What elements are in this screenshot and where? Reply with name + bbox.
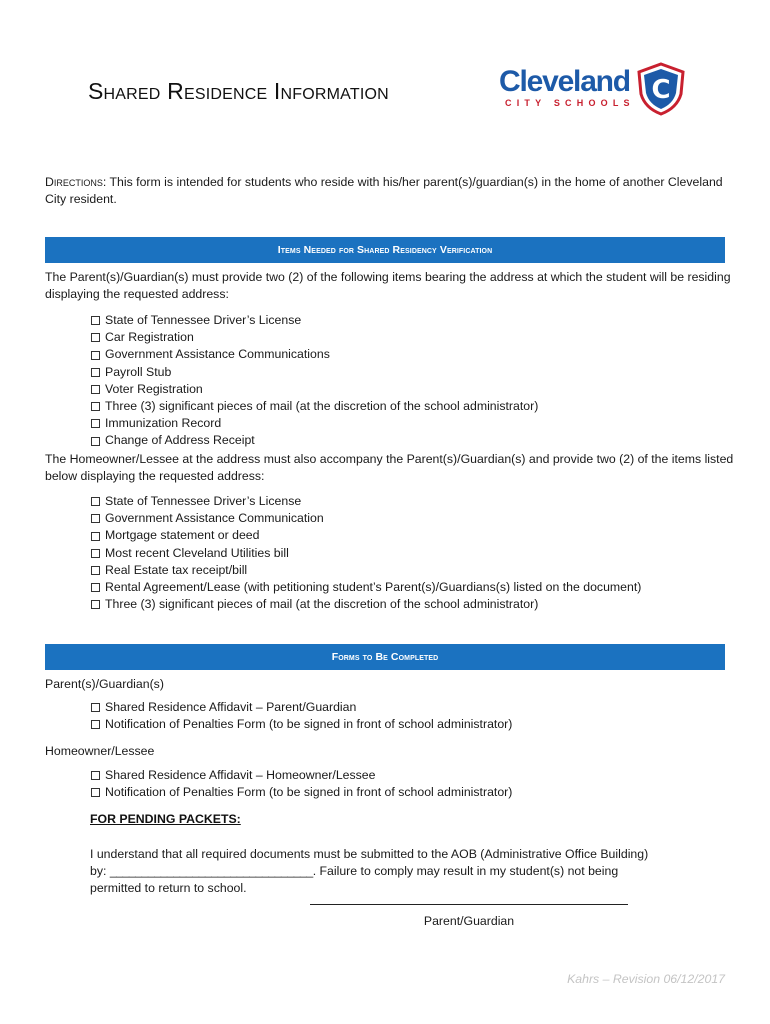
checklist-item-label: Three (3) significant pieces of mail (at the discretion of the school administrator) <box>105 597 539 612</box>
checklist-item-label: Car Registration <box>105 330 194 345</box>
checkbox-icon[interactable] <box>91 788 100 797</box>
section-header-items-needed: Items Needed for Shared Residency Verification <box>45 237 725 263</box>
checkbox-icon[interactable] <box>91 514 100 523</box>
checklist-item <box>90 432 538 449</box>
checkbox-icon[interactable] <box>91 385 100 394</box>
checkbox-icon[interactable] <box>91 720 100 729</box>
checklist-item <box>90 346 538 363</box>
logo-wordmark: Cleveland <box>499 65 630 98</box>
checklist-item-label: Notification of Penalties Form (to be signed in front of school administrator) <box>105 717 513 732</box>
checkbox-icon[interactable] <box>91 497 100 506</box>
checklist-item-label: Rental Agreement/Lease (with petitioning student’s Parent(s)/Guardians(s) listed on the document) <box>105 580 642 595</box>
checkbox-icon[interactable] <box>91 437 100 446</box>
cleveland-city-schools-logo <box>497 62 687 118</box>
homeowner-items-checklist <box>90 493 641 613</box>
checkbox-icon[interactable] <box>91 583 100 592</box>
checklist-item <box>90 596 641 613</box>
parent-forms-checklist <box>90 699 512 733</box>
directions-label: Directions: <box>45 175 107 189</box>
form-checklist-item <box>90 767 512 784</box>
homeowner-requirements-intro: The Homeowner/Lessee at the address must also accompany the Parent(s)/Guardian(s) and provide two (2) of the items listed below displaying the requested address: <box>45 452 734 483</box>
section-header-forms: Forms to Be Completed <box>45 644 725 670</box>
checkbox-icon[interactable] <box>91 368 100 377</box>
checklist-item <box>90 329 538 346</box>
checklist-item <box>90 381 538 398</box>
checkbox-icon[interactable] <box>91 419 100 428</box>
checklist-item-label: Immunization Record <box>105 416 222 431</box>
checklist-item <box>90 415 538 432</box>
shield-logo-icon <box>635 62 687 116</box>
checklist-item-label: Mortgage statement or deed <box>105 528 260 543</box>
page-title: Shared Residence Information <box>88 78 389 104</box>
signature-line[interactable] <box>310 904 628 905</box>
checklist-item <box>90 545 641 562</box>
revision-footer: Kahrs – Revision 06/12/2017 <box>567 972 725 986</box>
checklist-item <box>90 579 641 596</box>
checklist-item-label: State of Tennessee Driver’s License <box>105 313 302 327</box>
parent-forms-label: Parent(s)/Guardian(s) <box>45 677 164 691</box>
form-checklist-item <box>90 784 512 801</box>
checklist-item-label: Change of Address Receipt <box>105 433 255 448</box>
pending-by-label: by: <box>90 864 110 878</box>
checkbox-icon[interactable] <box>91 316 100 325</box>
form-checklist-item <box>90 699 512 716</box>
parent-requirements-intro: The Parent(s)/Guardian(s) must provide two (2) of the following items bearing the address at which the student will be residing displaying the requested address: <box>45 270 731 301</box>
pending-statement <box>90 846 730 897</box>
checkbox-icon[interactable] <box>91 549 100 558</box>
checkbox-icon[interactable] <box>91 532 100 541</box>
checklist-item-label: Three (3) significant pieces of mail (at the discretion of the school administrator) <box>105 399 539 414</box>
homeowner-forms-checklist <box>90 767 512 801</box>
checklist-item-label: Government Assistance Communications <box>105 347 330 362</box>
checkbox-icon[interactable] <box>91 600 100 609</box>
checklist-item-label: Voter Registration <box>105 381 203 396</box>
checkbox-icon[interactable] <box>91 333 100 342</box>
checklist-item <box>90 493 641 510</box>
checklist-item <box>90 312 538 329</box>
directions-text: This form is intended for students who reside with his/her parent(s)/guardian(s) in the home of another Cleveland City resident. <box>45 175 723 206</box>
logo-subtitle: CITY SCHOOLS <box>505 98 635 108</box>
checkbox-icon[interactable] <box>91 402 100 411</box>
parent-items-checklist <box>90 312 538 450</box>
due-date-blank-field[interactable]: ________________________________ <box>109 864 313 878</box>
pending-packets-heading: FOR PENDING PACKETS: <box>90 812 241 826</box>
checklist-item <box>90 527 641 544</box>
signature-label: Parent/Guardian <box>423 914 515 928</box>
checklist-item-label: Shared Residence Affidavit – Parent/Guardian <box>105 700 357 714</box>
checklist-item-label: Payroll Stub <box>105 364 172 379</box>
checklist-item <box>90 562 641 579</box>
pending-line-1: I understand that all required documents must be submitted to the AOB (Administrative Office Building) <box>90 847 649 861</box>
checklist-item <box>90 364 538 381</box>
homeowner-forms-label: Homeowner/Lessee <box>45 744 155 758</box>
pending-line-3: permitted to return to school. <box>90 881 247 895</box>
checklist-item-label: Shared Residence Affidavit – Homeowner/Lessee <box>105 768 376 782</box>
pending-line-2 <box>90 863 730 880</box>
checklist-item-label: Most recent Cleveland Utilities bill <box>105 545 289 560</box>
checkbox-icon[interactable] <box>91 566 100 575</box>
checklist-item-label: Government Assistance Communication <box>105 511 324 526</box>
checkbox-icon[interactable] <box>91 703 100 712</box>
checklist-item <box>90 510 641 527</box>
directions-paragraph <box>45 174 735 208</box>
checklist-item-label: Notification of Penalties Form (to be signed in front of school administrator) <box>105 785 513 800</box>
pending-line-2-suffix: . Failure to comply may result in my student(s) not being <box>312 864 619 878</box>
checkbox-icon[interactable] <box>91 351 100 360</box>
checkbox-icon[interactable] <box>91 771 100 780</box>
checklist-item <box>90 398 538 415</box>
shield-letter: C <box>651 75 671 105</box>
checklist-item-label: State of Tennessee Driver’s License <box>105 494 302 508</box>
checklist-item-label: Real Estate tax receipt/bill <box>105 562 248 577</box>
form-checklist-item <box>90 716 512 733</box>
